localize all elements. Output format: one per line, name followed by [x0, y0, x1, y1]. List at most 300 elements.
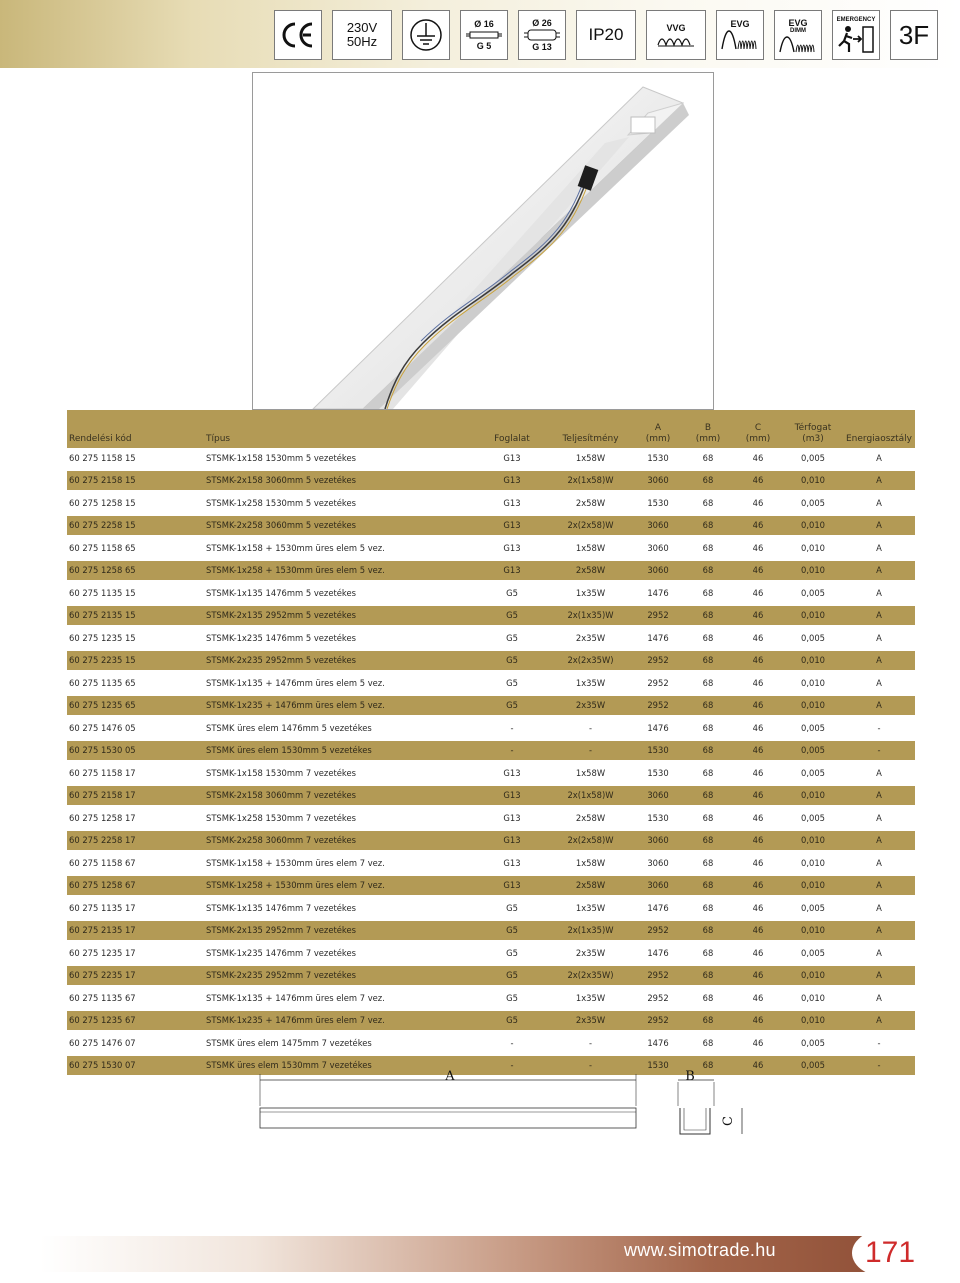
- emergency-exit-icon: [837, 24, 875, 54]
- row-power: 1x35W: [548, 898, 633, 918]
- row-c: 46: [733, 718, 783, 738]
- row-code: 60 275 1235 67: [67, 1011, 204, 1031]
- table-row: [67, 921, 915, 941]
- row-power: 2x(2x35W): [548, 651, 633, 671]
- row-code: 60 275 1235 15: [67, 628, 204, 648]
- row-c: 46: [733, 1011, 783, 1031]
- row-type: STSMK-1x158 + 1530mm üres elem 5 vez.: [204, 538, 476, 558]
- table-row: [67, 831, 915, 851]
- row-b: 68: [683, 561, 733, 581]
- row-socket: G13: [476, 853, 548, 873]
- row-c: 46: [733, 516, 783, 536]
- row-type: STSMK-1x135 + 1476mm üres elem 7 vez.: [204, 988, 476, 1008]
- row-socket: G13: [476, 471, 548, 491]
- ce-badge: [274, 10, 322, 60]
- row-c: 46: [733, 921, 783, 941]
- row-code: 60 275 1158 65: [67, 538, 204, 558]
- table-row: [67, 1011, 915, 1031]
- row-energy: A: [843, 696, 915, 716]
- row-a: 1476: [633, 1033, 683, 1053]
- row-energy: A: [843, 493, 915, 513]
- row-type: STSMK üres elem 1476mm 5 vezetékes: [204, 718, 476, 738]
- evg-dimm-label-top: EVG: [788, 17, 808, 28]
- evg-badge: [716, 10, 764, 60]
- row-socket: G5: [476, 606, 548, 626]
- row-socket: G5: [476, 966, 548, 986]
- voltage-label: 230V: [346, 20, 378, 35]
- row-energy: A: [843, 538, 915, 558]
- row-power: 1x35W: [548, 583, 633, 603]
- row-power: 2x35W: [548, 696, 633, 716]
- row-code: 60 275 2135 17: [67, 921, 204, 941]
- row-b: 68: [683, 741, 733, 761]
- row-code: 60 275 1158 15: [67, 448, 204, 468]
- row-a: 2952: [633, 988, 683, 1008]
- ce-mark-icon: [279, 20, 317, 50]
- row-c: 46: [733, 606, 783, 626]
- table-row: [67, 493, 915, 513]
- row-type: STSMK-1x158 + 1530mm üres elem 7 vez.: [204, 853, 476, 873]
- row-code: 60 275 1135 15: [67, 583, 204, 603]
- row-b: 68: [683, 808, 733, 828]
- frequency-label: 50Hz: [346, 34, 378, 49]
- table-row: [67, 538, 915, 558]
- row-energy: A: [843, 628, 915, 648]
- row-code: 60 275 1476 05: [67, 718, 204, 738]
- table-header-row: [67, 410, 915, 448]
- row-power: 1x35W: [548, 673, 633, 693]
- row-volume: 0,010: [783, 516, 843, 536]
- header-b-unit: (mm): [695, 434, 721, 444]
- row-c: 46: [733, 808, 783, 828]
- row-socket: -: [476, 1056, 548, 1076]
- row-c: 46: [733, 493, 783, 513]
- ip-badge: [576, 10, 636, 60]
- row-code: 60 275 2235 17: [67, 966, 204, 986]
- row-type: STSMK-1x158 1530mm 5 vezetékes: [204, 448, 476, 468]
- table-row: [67, 853, 915, 873]
- row-a: 1530: [633, 493, 683, 513]
- three-phase-badge: [890, 10, 938, 60]
- row-code: 60 275 2258 17: [67, 831, 204, 851]
- row-a: 2952: [633, 606, 683, 626]
- row-socket: G13: [476, 561, 548, 581]
- g13-diameter: Ø 26: [532, 18, 552, 28]
- table-row: [67, 988, 915, 1008]
- row-volume: 0,010: [783, 538, 843, 558]
- voltage-badge: [332, 10, 392, 60]
- row-type: STSMK-2x135 2952mm 5 vezetékes: [204, 606, 476, 626]
- row-volume: 0,010: [783, 651, 843, 671]
- row-c: 46: [733, 448, 783, 468]
- header-type: Típus: [204, 410, 476, 448]
- row-type: STSMK-1x258 1530mm 5 vezetékes: [204, 493, 476, 513]
- row-c: 46: [733, 988, 783, 1008]
- row-code: 60 275 1235 17: [67, 943, 204, 963]
- row-energy: A: [843, 471, 915, 491]
- dimension-b-label: B: [685, 1069, 695, 1084]
- row-b: 68: [683, 696, 733, 716]
- ip-rating: IP20: [588, 25, 624, 44]
- table-body: [67, 448, 915, 1075]
- row-type: STSMK-1x258 + 1530mm üres elem 5 vez.: [204, 561, 476, 581]
- row-b: 68: [683, 583, 733, 603]
- row-power: 2x35W: [548, 1011, 633, 1031]
- row-socket: G13: [476, 763, 548, 783]
- row-a: 2952: [633, 696, 683, 716]
- row-power: -: [548, 1056, 633, 1076]
- g5-diameter: Ø 16: [474, 19, 494, 29]
- header-a: [633, 410, 683, 448]
- row-volume: 0,005: [783, 898, 843, 918]
- row-volume: 0,005: [783, 448, 843, 468]
- table-row: [67, 786, 915, 806]
- row-a: 3060: [633, 786, 683, 806]
- vvg-badge: [646, 10, 706, 60]
- row-volume: 0,010: [783, 853, 843, 873]
- row-b: 68: [683, 516, 733, 536]
- row-c: 46: [733, 471, 783, 491]
- row-energy: A: [843, 561, 915, 581]
- row-socket: G13: [476, 786, 548, 806]
- row-b: 68: [683, 898, 733, 918]
- row-socket: G13: [476, 516, 548, 536]
- row-a: 3060: [633, 471, 683, 491]
- page-number: 171: [852, 1228, 928, 1278]
- row-socket: -: [476, 1033, 548, 1053]
- row-socket: G5: [476, 628, 548, 648]
- row-b: 68: [683, 718, 733, 738]
- row-code: 60 275 1258 65: [67, 561, 204, 581]
- row-code: 60 275 2158 17: [67, 786, 204, 806]
- row-volume: 0,005: [783, 1033, 843, 1053]
- row-a: 1530: [633, 808, 683, 828]
- row-type: STSMK-1x235 1476mm 5 vezetékes: [204, 628, 476, 648]
- row-power: 2x35W: [548, 628, 633, 648]
- row-code: 60 275 1135 65: [67, 673, 204, 693]
- ground-icon: [408, 17, 444, 53]
- row-b: 68: [683, 448, 733, 468]
- vvg-label: VVG: [666, 23, 686, 33]
- row-socket: G13: [476, 808, 548, 828]
- row-type: STSMK-1x258 1530mm 7 vezetékes: [204, 808, 476, 828]
- row-socket: G13: [476, 493, 548, 513]
- row-energy: A: [843, 898, 915, 918]
- table-row: [67, 876, 915, 896]
- row-c: 46: [733, 763, 783, 783]
- row-type: STSMK üres elem 1530mm 7 vezetékes: [204, 1056, 476, 1076]
- table-row: [67, 448, 915, 468]
- row-energy: A: [843, 988, 915, 1008]
- row-a: 3060: [633, 831, 683, 851]
- row-c: 46: [733, 1056, 783, 1076]
- row-energy: -: [843, 741, 915, 761]
- row-code: 60 275 1258 67: [67, 876, 204, 896]
- row-power: 2x(2x35W): [548, 966, 633, 986]
- row-code: 60 275 1158 17: [67, 763, 204, 783]
- header-power: Teljesítmény: [548, 410, 633, 448]
- row-type: STSMK-1x235 1476mm 7 vezetékes: [204, 943, 476, 963]
- row-energy: A: [843, 876, 915, 896]
- row-c: 46: [733, 741, 783, 761]
- header-a-unit: (mm): [645, 434, 671, 444]
- evg-dimm-badge: [774, 10, 822, 60]
- row-socket: G5: [476, 988, 548, 1008]
- row-socket: G5: [476, 673, 548, 693]
- table-row: [67, 763, 915, 783]
- row-energy: A: [843, 831, 915, 851]
- row-a: 1476: [633, 628, 683, 648]
- row-type: STSMK-2x235 2952mm 5 vezetékes: [204, 651, 476, 671]
- row-type: STSMK üres elem 1475mm 7 vezetékes: [204, 1033, 476, 1053]
- row-code: 60 275 1135 17: [67, 898, 204, 918]
- header-volume-title: Térfogat: [794, 423, 832, 433]
- row-a: 1476: [633, 583, 683, 603]
- row-c: 46: [733, 696, 783, 716]
- header-volume-unit: (m3): [802, 434, 824, 444]
- row-c: 46: [733, 1033, 783, 1053]
- row-a: 1530: [633, 1056, 683, 1076]
- table-row: [67, 583, 915, 603]
- row-type: STSMK-2x258 3060mm 7 vezetékes: [204, 831, 476, 851]
- table-row: [67, 966, 915, 986]
- row-power: 2x58W: [548, 493, 633, 513]
- row-volume: 0,010: [783, 988, 843, 1008]
- row-volume: 0,010: [783, 876, 843, 896]
- header-socket: Foglalat: [476, 410, 548, 448]
- row-socket: G13: [476, 538, 548, 558]
- row-b: 68: [683, 606, 733, 626]
- row-energy: A: [843, 448, 915, 468]
- row-power: 2x35W: [548, 943, 633, 963]
- sine-wave-icon: [720, 29, 760, 51]
- row-energy: A: [843, 763, 915, 783]
- website-url: www.simotrade.hu: [624, 1240, 776, 1260]
- row-code: 60 275 1158 67: [67, 853, 204, 873]
- row-code: 60 275 1530 05: [67, 741, 204, 761]
- row-power: 1x58W: [548, 853, 633, 873]
- row-socket: -: [476, 741, 548, 761]
- row-c: 46: [733, 538, 783, 558]
- evg-label: EVG: [730, 19, 750, 29]
- row-power: 1x58W: [548, 538, 633, 558]
- product-image: [252, 72, 714, 410]
- row-energy: A: [843, 583, 915, 603]
- row-code: 60 275 2235 15: [67, 651, 204, 671]
- dimension-a-label: A: [445, 1069, 455, 1084]
- row-c: 46: [733, 853, 783, 873]
- light-track-illustration: [253, 73, 713, 409]
- row-b: 68: [683, 538, 733, 558]
- emergency-badge: [832, 10, 880, 60]
- row-c: 46: [733, 786, 783, 806]
- row-b: 68: [683, 651, 733, 671]
- row-code: 60 275 1258 17: [67, 808, 204, 828]
- table-row: [67, 718, 915, 738]
- ground-badge: [402, 10, 450, 60]
- header-c: [733, 410, 783, 448]
- row-c: 46: [733, 651, 783, 671]
- row-energy: A: [843, 516, 915, 536]
- row-socket: G13: [476, 831, 548, 851]
- row-a: 1476: [633, 898, 683, 918]
- row-type: STSMK-2x258 3060mm 5 vezetékes: [204, 516, 476, 536]
- row-power: 2x58W: [548, 808, 633, 828]
- row-a: 1530: [633, 741, 683, 761]
- row-socket: G5: [476, 943, 548, 963]
- row-c: 46: [733, 876, 783, 896]
- row-b: 68: [683, 853, 733, 873]
- row-code: 60 275 1530 07: [67, 1056, 204, 1076]
- row-type: STSMK-1x235 + 1476mm üres elem 5 vez.: [204, 696, 476, 716]
- row-a: 2952: [633, 966, 683, 986]
- header-b: [683, 410, 733, 448]
- row-volume: 0,005: [783, 628, 843, 648]
- table-row: [67, 516, 915, 536]
- row-a: 3060: [633, 876, 683, 896]
- row-c: 46: [733, 898, 783, 918]
- row-code: 60 275 1258 15: [67, 493, 204, 513]
- row-volume: 0,005: [783, 763, 843, 783]
- row-volume: 0,010: [783, 921, 843, 941]
- row-type: STSMK-2x158 3060mm 5 vezetékes: [204, 471, 476, 491]
- row-type: STSMK üres elem 1530mm 5 vezetékes: [204, 741, 476, 761]
- header-code: Rendelési kód: [67, 410, 204, 448]
- row-energy: A: [843, 651, 915, 671]
- row-type: STSMK-1x235 + 1476mm üres elem 7 vez.: [204, 1011, 476, 1031]
- row-b: 68: [683, 1011, 733, 1031]
- header-volume: [783, 410, 843, 448]
- row-b: 68: [683, 876, 733, 896]
- dimension-c-label: C: [721, 1116, 736, 1126]
- row-energy: A: [843, 966, 915, 986]
- row-power: 2x(1x35)W: [548, 606, 633, 626]
- g5-socket: G 5: [476, 41, 492, 51]
- row-volume: 0,005: [783, 718, 843, 738]
- row-c: 46: [733, 673, 783, 693]
- row-a: 2952: [633, 921, 683, 941]
- row-power: -: [548, 1033, 633, 1053]
- row-power: 2x(2x58)W: [548, 831, 633, 851]
- row-power: 1x58W: [548, 763, 633, 783]
- row-volume: 0,010: [783, 606, 843, 626]
- header-banner: [0, 0, 960, 68]
- table-row: [67, 628, 915, 648]
- coil-icon: [656, 33, 696, 47]
- row-c: 46: [733, 831, 783, 851]
- row-volume: 0,010: [783, 786, 843, 806]
- row-power: 1x35W: [548, 988, 633, 1008]
- table-row: [67, 471, 915, 491]
- row-b: 68: [683, 1033, 733, 1053]
- row-type: STSMK-1x135 + 1476mm üres elem 5 vez.: [204, 673, 476, 693]
- row-socket: G5: [476, 651, 548, 671]
- table-row: [67, 1033, 915, 1053]
- table-row: [67, 808, 915, 828]
- g5-tube-icon: [465, 29, 503, 41]
- row-code: 60 275 1135 67: [67, 988, 204, 1008]
- row-power: 1x58W: [548, 448, 633, 468]
- row-type: STSMK-1x258 + 1530mm üres elem 7 vez.: [204, 876, 476, 896]
- row-a: 1476: [633, 718, 683, 738]
- evg-dimm-label-bottom: DIMM: [790, 27, 806, 34]
- table-row: [67, 651, 915, 671]
- row-power: -: [548, 718, 633, 738]
- row-volume: 0,010: [783, 1011, 843, 1031]
- row-socket: G5: [476, 696, 548, 716]
- row-type: STSMK-1x158 1530mm 7 vezetékes: [204, 763, 476, 783]
- row-energy: A: [843, 921, 915, 941]
- row-volume: 0,005: [783, 493, 843, 513]
- rail-side-view: [260, 1108, 636, 1128]
- row-b: 68: [683, 1056, 733, 1076]
- row-volume: 0,010: [783, 471, 843, 491]
- row-socket: G5: [476, 1011, 548, 1031]
- row-b: 68: [683, 628, 733, 648]
- table-row: [67, 673, 915, 693]
- row-a: 2952: [633, 651, 683, 671]
- row-power: 2x58W: [548, 561, 633, 581]
- row-socket: G5: [476, 583, 548, 603]
- header-b-title: B: [704, 423, 712, 433]
- row-socket: G5: [476, 898, 548, 918]
- row-code: 60 275 2158 15: [67, 471, 204, 491]
- row-energy: A: [843, 1011, 915, 1031]
- row-volume: 0,010: [783, 966, 843, 986]
- row-code: 60 275 1476 07: [67, 1033, 204, 1053]
- row-volume: 0,005: [783, 1056, 843, 1076]
- row-b: 68: [683, 786, 733, 806]
- table-row: [67, 606, 915, 626]
- row-energy: A: [843, 943, 915, 963]
- row-c: 46: [733, 628, 783, 648]
- row-c: 46: [733, 943, 783, 963]
- g13-tube-icon: [523, 28, 561, 42]
- table-row: [67, 898, 915, 918]
- g13-socket: G 13: [532, 42, 552, 52]
- table-row: [67, 741, 915, 761]
- row-code: 60 275 2258 15: [67, 516, 204, 536]
- row-energy: A: [843, 673, 915, 693]
- row-b: 68: [683, 763, 733, 783]
- row-volume: 0,010: [783, 561, 843, 581]
- row-b: 68: [683, 471, 733, 491]
- row-socket: G5: [476, 921, 548, 941]
- row-volume: 0,005: [783, 808, 843, 828]
- row-type: STSMK-2x235 2952mm 7 vezetékes: [204, 966, 476, 986]
- row-socket: -: [476, 718, 548, 738]
- row-volume: 0,005: [783, 583, 843, 603]
- table-row: [67, 696, 915, 716]
- row-type: STSMK-1x135 1476mm 7 vezetékes: [204, 898, 476, 918]
- dimension-drawing: [250, 1060, 750, 1140]
- row-a: 2952: [633, 1011, 683, 1031]
- table-row: [67, 943, 915, 963]
- row-code: 60 275 1235 65: [67, 696, 204, 716]
- dimm-wave-icon: [778, 35, 818, 53]
- row-power: 2x(1x58)W: [548, 471, 633, 491]
- row-volume: 0,010: [783, 696, 843, 716]
- row-type: STSMK-1x135 1476mm 5 vezetékes: [204, 583, 476, 603]
- row-a: 3060: [633, 561, 683, 581]
- phase-label: 3F: [898, 19, 930, 50]
- row-type: STSMK-2x135 2952mm 7 vezetékes: [204, 921, 476, 941]
- row-energy: A: [843, 606, 915, 626]
- row-power: 2x(1x35)W: [548, 921, 633, 941]
- row-energy: -: [843, 1056, 915, 1076]
- row-a: 3060: [633, 538, 683, 558]
- row-code: 60 275 2135 15: [67, 606, 204, 626]
